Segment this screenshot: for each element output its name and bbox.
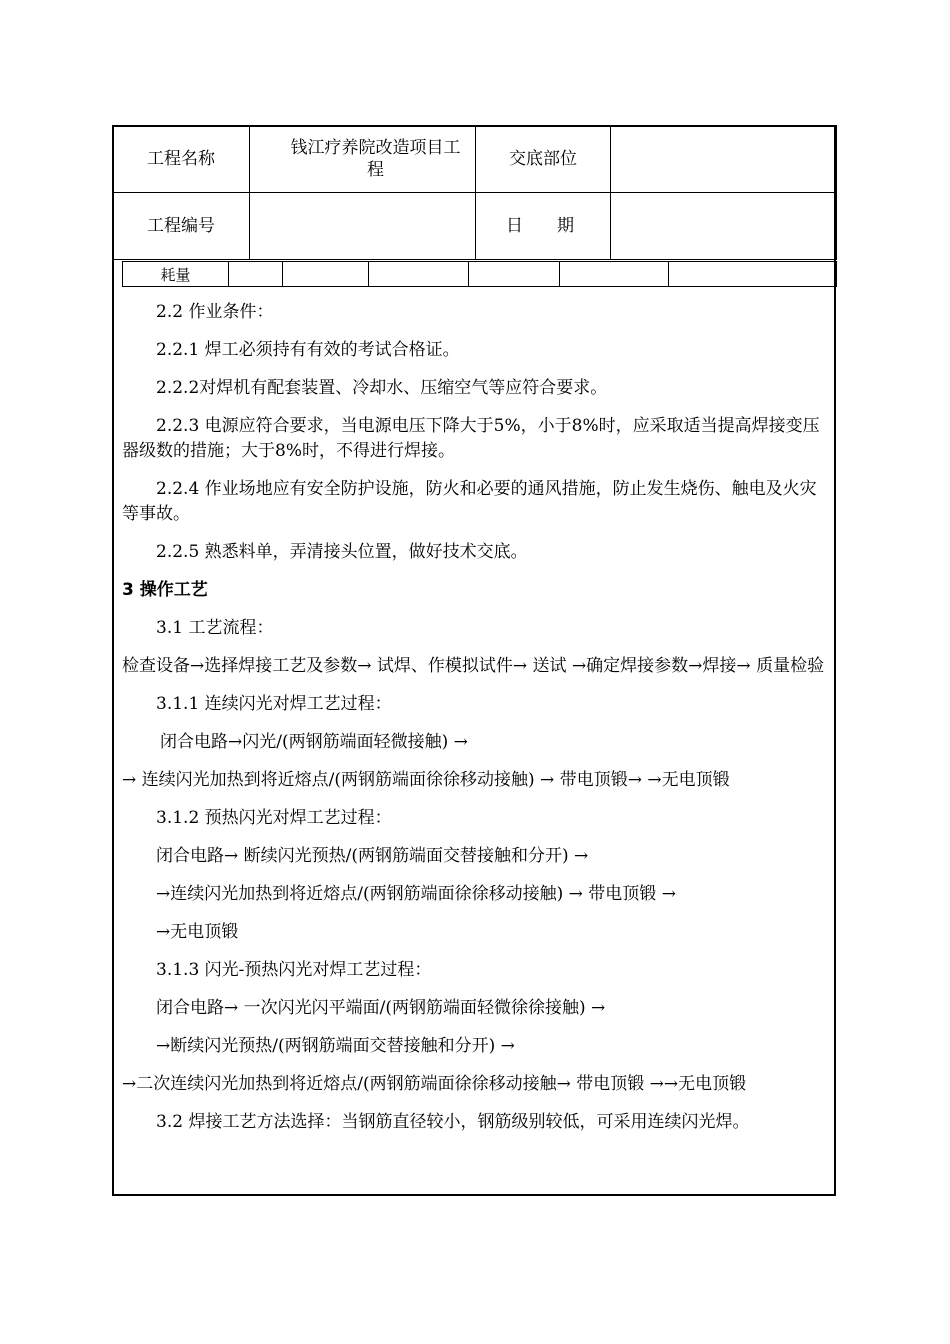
paragraph: →断续闪光预热/(两钢筋端面交替接触和分开) → xyxy=(156,1036,515,1056)
paragraph: 闭合电路→ 一次闪光闪平端面/(两钢筋端面轻微徐徐接触) → xyxy=(156,998,606,1018)
table-cell xyxy=(469,262,560,287)
paragraph: 3.1.1 连续闪光对焊工艺过程： xyxy=(156,694,392,714)
consumption-label: 耗量 xyxy=(123,262,229,287)
project-no-value xyxy=(250,193,476,260)
paragraph: 闭合电路→闪光/(两钢筋端面轻微接触) → xyxy=(160,732,468,752)
date-label: 日 期 xyxy=(476,193,611,260)
paragraph: 2.2.4 作业场地应有安全防护设施，防火和必要的通风措施，防止发生烧伤、触电及火灾等事故。 xyxy=(122,479,817,524)
paragraph: 2.2.1 焊工必须持有有效的考试合格证。 xyxy=(156,340,460,360)
project-no-label: 工程编号 xyxy=(113,193,250,260)
project-name-label: 工程名称 xyxy=(113,126,250,193)
date-value xyxy=(611,193,837,260)
paragraph: 3.1 工艺流程： xyxy=(156,618,274,638)
paragraph: 闭合电路→ 断续闪光预热/(两钢筋端面交替接触和分开) → xyxy=(156,846,589,866)
paragraph: →二次连续闪光加热到将近熔点/(两钢筋端面徐徐移动接触→ 带电顶锻 →→无电顶锻 xyxy=(122,1074,747,1094)
table-cell xyxy=(369,262,469,287)
paragraph: 3.2 焊接工艺方法选择：当钢筋直径较小，钢筋级别较低，可采用连续闪光焊。 xyxy=(156,1112,750,1132)
location-value xyxy=(611,126,837,193)
location-label: 交底部位 xyxy=(476,126,611,193)
table-cell xyxy=(283,262,369,287)
table-cell xyxy=(669,262,837,287)
paragraph: 检查设备→选择焊接工艺及参数→ 试焊、作模拟试件→ 送试 →确定焊接参数→焊接→ 质量检验 xyxy=(122,656,825,676)
paragraph: 2.2.3 电源应符合要求，当电源电压下降大于5%，小于8%时，应采取适当提高焊接变压器级数的措施；大于8%时，不得进行焊接。 xyxy=(122,416,820,461)
paragraph: 2.2 作业条件： xyxy=(156,302,274,322)
section-heading: 3 操作工艺 xyxy=(122,580,208,600)
paragraph: 2.2.5 熟悉料单，弄清接头位置，做好技术交底。 xyxy=(156,542,528,562)
project-name-value: 钱江疗养院改造项目工程 xyxy=(250,126,476,193)
paragraph: 3.1.3 闪光-预热闪光对焊工艺过程： xyxy=(156,960,432,980)
header-table xyxy=(112,125,837,260)
consumption-row xyxy=(122,261,837,287)
document-body xyxy=(122,300,826,1135)
paragraph: → 连续闪光加热到将近熔点/(两钢筋端面徐徐移动接触) → 带电顶锻→ →无电顶锻 xyxy=(122,770,730,790)
table-cell xyxy=(229,262,283,287)
paragraph: →无电顶锻 xyxy=(156,922,239,942)
paragraph: 2.2.2对焊机有配套装置、冷却水、压缩空气等应符合要求。 xyxy=(156,378,608,398)
paragraph: →连续闪光加热到将近熔点/(两钢筋端面徐徐移动接触) → 带电顶锻 → xyxy=(156,884,676,904)
paragraph: 3.1.2 预热闪光对焊工艺过程： xyxy=(156,808,392,828)
table-cell xyxy=(560,262,669,287)
